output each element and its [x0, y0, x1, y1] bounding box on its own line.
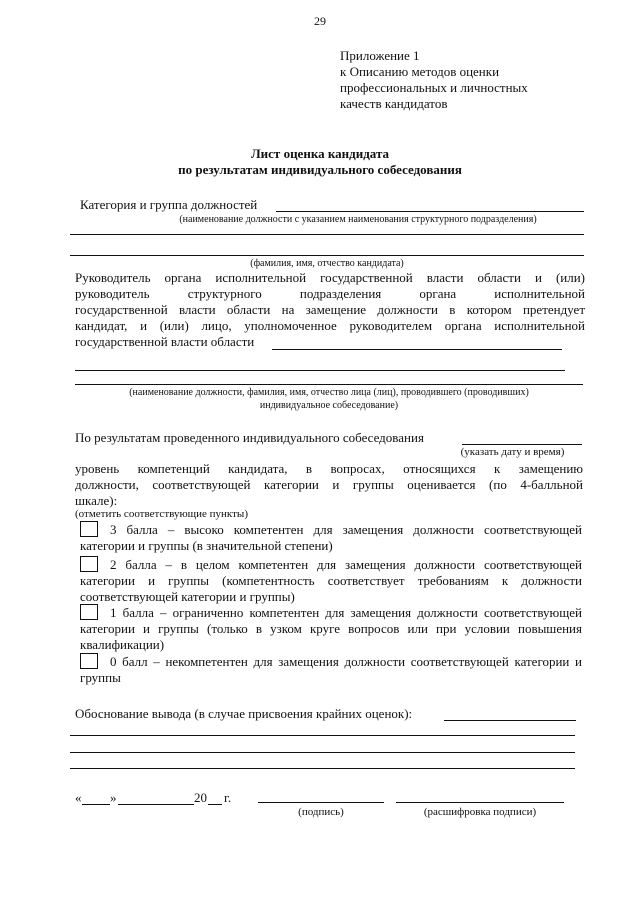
note-fio: (фамилия, имя, отчество кандидата) — [250, 258, 404, 269]
date-year-suffix: г. — [224, 790, 232, 805]
justification-line-1[interactable] — [70, 735, 575, 736]
date-time-line[interactable] — [462, 444, 582, 445]
justification-line-3[interactable] — [70, 768, 575, 769]
interviewer-line-1[interactable] — [75, 370, 565, 371]
fio-line[interactable] — [70, 255, 584, 256]
level-paragraph-line-1: уровень компетенций кандидата, в вопросах, относящихся к замещению — [75, 461, 583, 476]
justification-label: Обоснование вывода (в случае присвоения крайних оценок): — [75, 706, 413, 721]
level-paragraph-line-2: должности, соответствующей категории и группы оценивается (по 4-балльной — [75, 477, 583, 492]
date-month-line[interactable] — [118, 804, 194, 805]
note-interviewer-line-2: индивидуальное собеседование) — [259, 400, 399, 411]
appendix-line-2: к Описанию методов оценки — [340, 64, 500, 79]
head-paragraph-line-4: кандидат, и (или) лицо, уполномоченное руководителем органа исполнительной — [75, 318, 585, 333]
option-3-text: 3 балла – высоко компетентен для замещения должности соответствующей категории и группы (в значительной степени) — [80, 522, 582, 553]
option-3 — [80, 522, 582, 554]
interviewer-line-2[interactable] — [75, 384, 583, 385]
head-paragraph-line-1: Руководитель органа исполнительной государственной власти области и (или) — [75, 270, 585, 285]
option-1-text: 1 балла – ограниченно компетентен для замещения должности соответствующей категории и группы (только в узком круге вопросов или при условии повышения квалификации) — [80, 605, 582, 652]
position-line[interactable] — [70, 234, 584, 235]
title-line-1: Лист оценка кандидата — [250, 146, 389, 161]
page-number: 29 — [314, 14, 326, 28]
note-signature: (подпись) — [298, 806, 344, 818]
result-label: По результатам проведенного индивидуального собеседования — [75, 430, 424, 445]
head-paragraph-line-2: руководитель структурного подразделения органа исполнительной — [75, 286, 585, 301]
level-paragraph-line-3: шкале): — [75, 493, 118, 508]
head-paragraph-line-3: государственной власти области на замещение должности в котором претендует — [75, 302, 585, 317]
option-0 — [80, 654, 582, 686]
date-year-prefix: 20 — [194, 790, 207, 805]
note-position: (наименование должности с указанием наименования структурного подразделения) — [179, 214, 537, 225]
date-close-quote: » — [110, 790, 117, 805]
note-signature-decode: (расшифровка подписи) — [423, 806, 537, 818]
signature-decode-line[interactable] — [396, 802, 564, 803]
document-title — [0, 146, 640, 178]
appendix-line-3: профессиональных и личностных — [340, 80, 528, 95]
justification-line-2[interactable] — [70, 752, 575, 753]
note-interviewer-line-1: (наименование должности, фамилия, имя, отчество лица (лиц), проводившего (проводивших) — [129, 387, 529, 398]
authority-fill-line[interactable] — [272, 349, 562, 350]
option-1 — [80, 605, 582, 653]
option-0-text: 0 балл – некомпетентен для замещения должности соответствующей категории и группы — [80, 654, 582, 685]
date-day-line[interactable] — [82, 804, 110, 805]
note-date: (указать дату и время) — [460, 446, 565, 458]
title-line-2: по результатам индивидуального собеседования — [178, 162, 462, 177]
category-label: Категория и группа должностей — [80, 197, 258, 212]
appendix-header — [340, 48, 600, 112]
option-2-text: 2 балла – в целом компетентен для замещения должности соответствующей категории и группы (компетентность соответствует требованиям к должности соответствующей категории и группы) — [80, 557, 582, 604]
justification-fill-line[interactable] — [444, 720, 576, 721]
date-open-quote: « — [75, 790, 82, 805]
note-mark: (отметить соответствующие пункты) — [75, 508, 248, 520]
appendix-line-4: качеств кандидатов — [340, 96, 448, 111]
date-year-line[interactable] — [208, 804, 222, 805]
appendix-line-1: Приложение 1 — [340, 48, 420, 63]
head-paragraph-line-5: государственной власти области — [75, 334, 255, 349]
category-fill-line[interactable] — [276, 211, 584, 212]
signature-line[interactable] — [258, 802, 384, 803]
option-2 — [80, 557, 582, 605]
